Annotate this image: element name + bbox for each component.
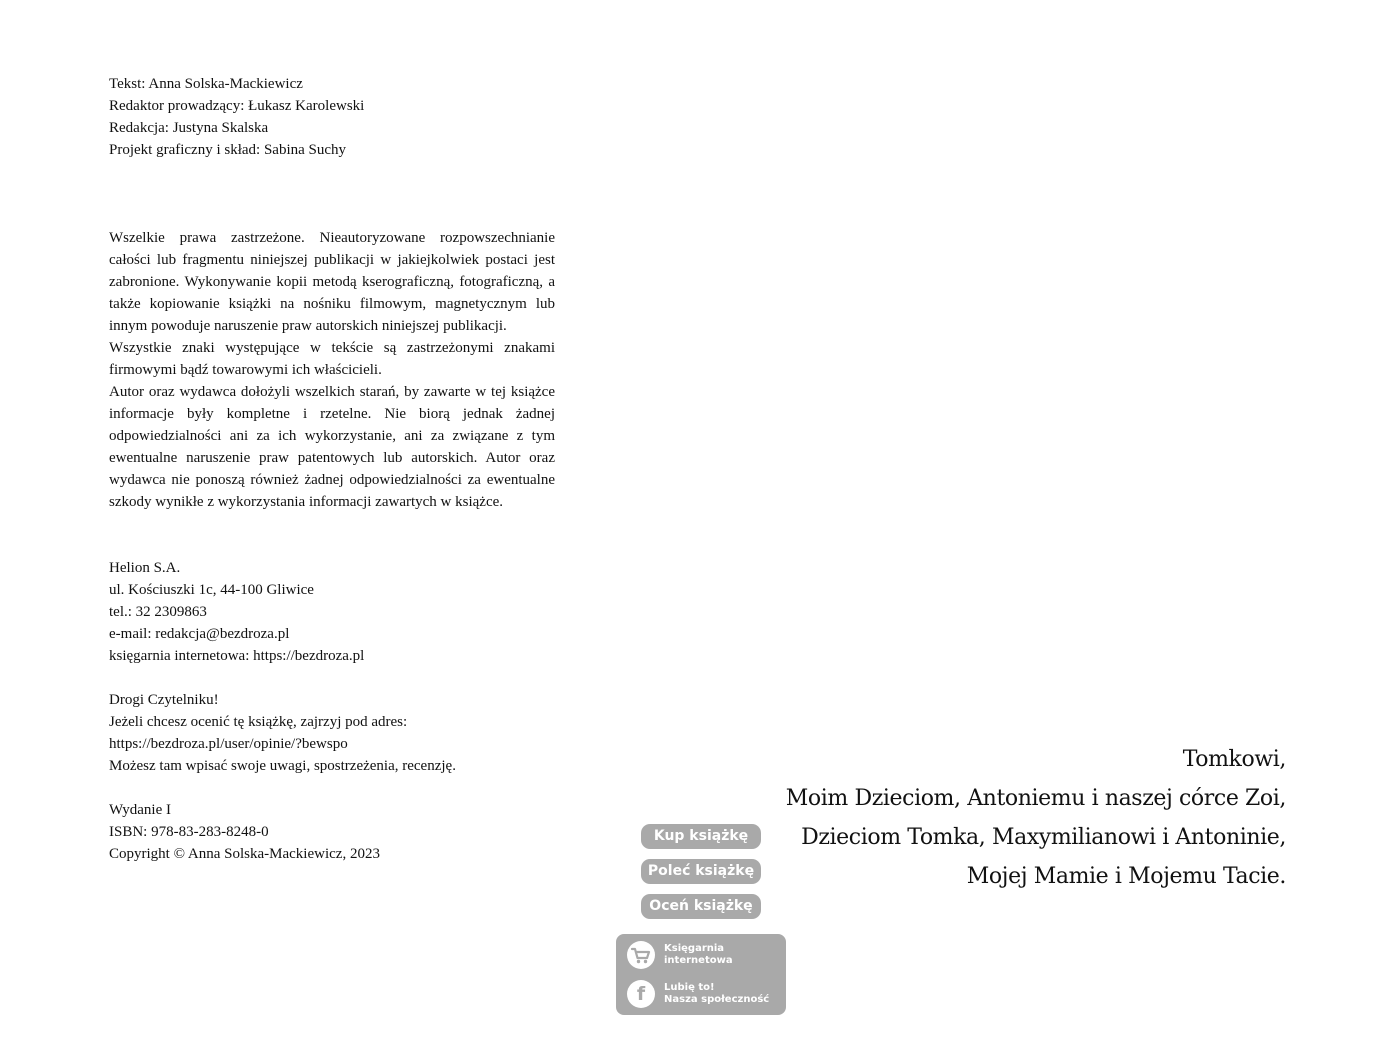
legal-notice — [109, 227, 555, 513]
facebook-line2: Nasza społeczność — [664, 994, 770, 1005]
promo-panel — [616, 934, 786, 1015]
online-shop-line2: internetowa — [664, 955, 733, 966]
credits — [109, 73, 555, 161]
online-shop-label — [664, 943, 733, 967]
credit-text: Tekst: Anna Solska-Mackiewicz — [109, 76, 303, 92]
reader-url: https://bezdroza.pl/user/opinie/?bewspo — [109, 736, 348, 752]
edition-info — [109, 799, 555, 865]
reader-greeting: Drogi Czytelniku! — [109, 692, 219, 708]
rate-book-button[interactable]: Oceń książkę — [641, 894, 761, 919]
isbn: ISBN: 978-83-283-8248-0 — [109, 824, 269, 840]
copyright: Copyright © Anna Solska-Mackiewicz, 2023 — [109, 846, 380, 862]
dedication-line: Tomkowi, — [1182, 747, 1286, 772]
credit-editor-lead: Redaktor prowadzący: Łukasz Karolewski — [109, 98, 365, 114]
buy-book-button[interactable]: Kup książkę — [641, 824, 761, 849]
dedication — [726, 740, 1286, 896]
facebook-icon: f — [627, 980, 655, 1008]
reader-instruction: Jeżeli chcesz ocenić tę książkę, zajrzyj pod adres: — [109, 714, 408, 730]
dedication-line: Moim Dzieciom, Antoniemu i naszej córce Zoi, — [785, 786, 1286, 811]
dedication-line: Dzieciom Tomka, Maxymilianowi i Antoninie, — [801, 825, 1286, 850]
reader-invite: Możesz tam wpisać swoje uwagi, spostrzeżenia, recenzję. — [109, 758, 456, 774]
publisher-name: Helion S.A. — [109, 560, 181, 576]
credit-editing: Redakcja: Justyna Skalska — [109, 120, 269, 136]
online-shop-line1: Księgarnia — [664, 943, 725, 954]
left-page — [109, 73, 555, 865]
credit-design: Projekt graficzny i skład: Sabina Suchy — [109, 142, 347, 158]
legal-paragraph-trademarks: Wszystkie znaki występujące w tekście są zastrzeżonymi znakami firmowymi bądź towarowymi ich właścicieli. — [109, 340, 555, 378]
facebook-line1: Lubię to! — [664, 982, 715, 993]
facebook-link[interactable] — [616, 975, 786, 1013]
publisher-address — [109, 557, 555, 667]
publisher-shop-url: księgarnia internetowa: https://bezdroza.pl — [109, 648, 365, 664]
publisher-email: e-mail: redakcja@bezdroza.pl — [109, 626, 290, 642]
online-shop-link[interactable] — [616, 936, 786, 974]
dedication-line: Mojej Mamie i Mojemu Tacie. — [966, 864, 1286, 889]
cart-icon — [627, 941, 655, 969]
legal-paragraph-liability: Autor oraz wydawca dołożyli wszelkich starań, by zawarte w tej książce informacje były kompletne i rzetelne. Nie biorą jednak żadnej odpowiedzialności ani za ich wykorzystanie, ani za związane z tym ewentualne naruszenie praw patentowych lub autorskich. Autor oraz wydawca nie ponoszą również żadnej odpowiedzialności za ewentualne szkody wynikłe z wykorzystania informacji zawartych w książce. — [109, 384, 555, 510]
publisher-phone: tel.: 32 2309863 — [109, 604, 207, 620]
edition-number: Wydanie I — [109, 802, 171, 818]
publisher-street: ul. Kościuszki 1c, 44-100 Gliwice — [109, 582, 314, 598]
reader-note — [109, 689, 555, 777]
recommend-book-button[interactable]: Poleć książkę — [641, 859, 761, 884]
facebook-label — [664, 982, 769, 1006]
legal-paragraph-rights: Wszelkie prawa zastrzeżone. Nieautoryzowane rozpowszechnianie całości lub fragmentu niniejszej publikacji w jakiejkolwiek postaci jest zabronione. Wykonywanie kopii metodą kserograficzną, fotograficzną, a także kopiowanie książki na nośniku filmowym, magnetycznym lub innym powoduje naruszenie praw autorskich niniejszej publikacji. — [109, 230, 555, 334]
